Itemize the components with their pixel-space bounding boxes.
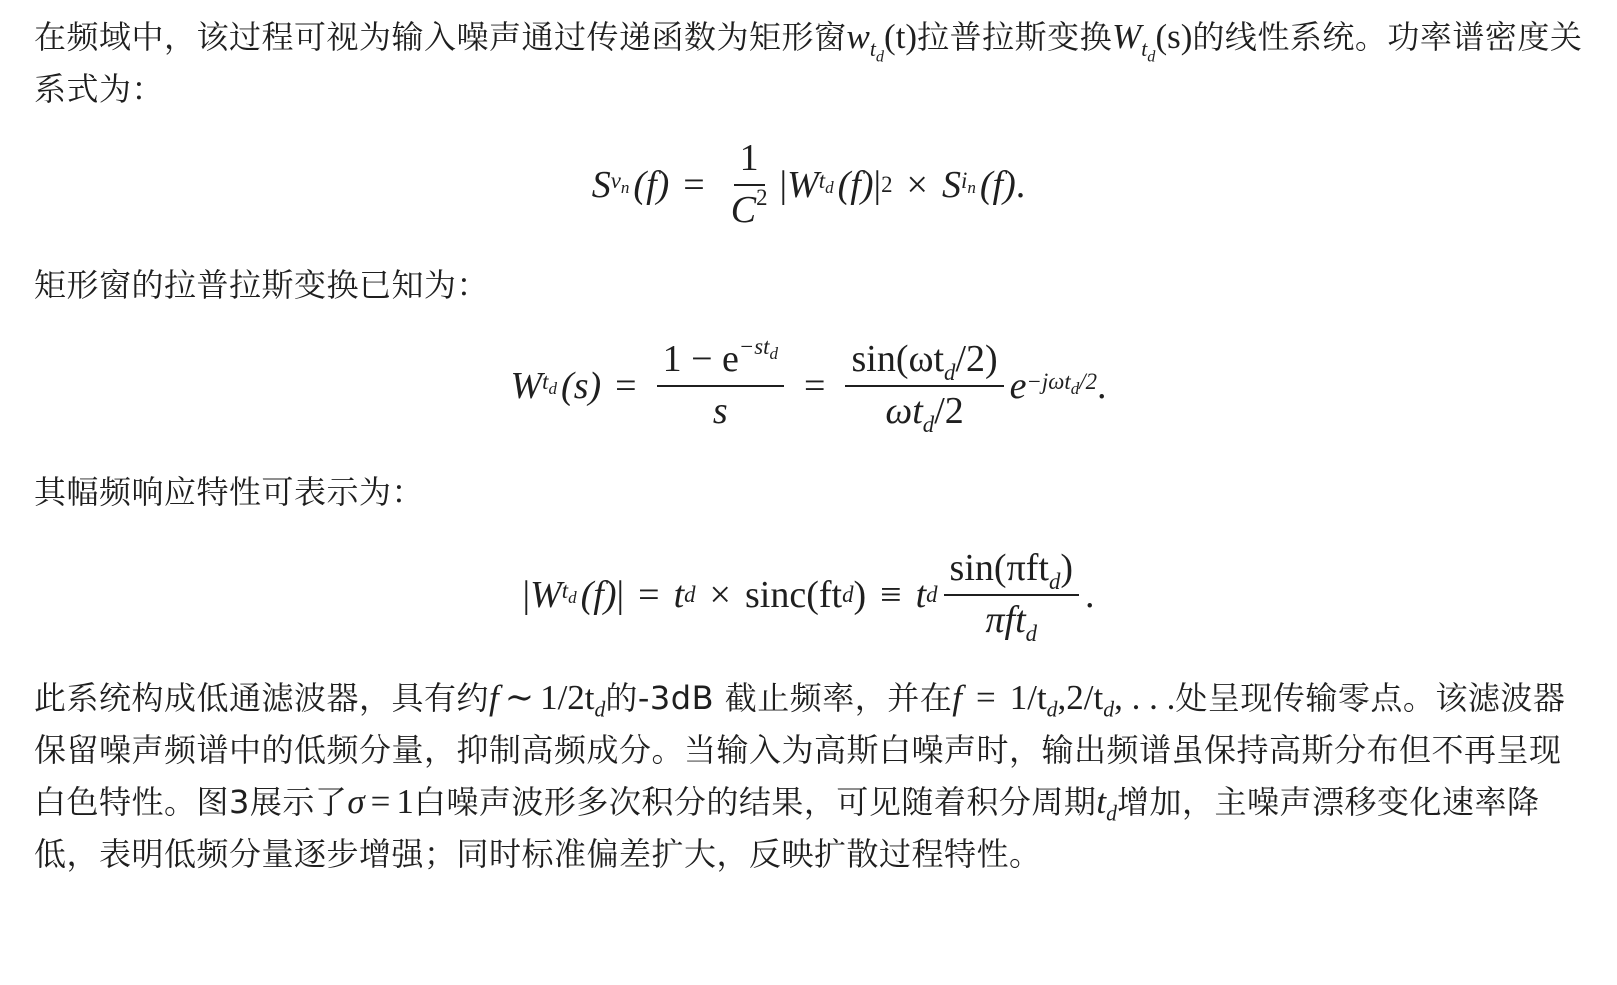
inline-math-sigma: σ = 1 [347, 782, 414, 821]
equation-magnitude-response: | W $t_d$ (f) | = t d × sinc(ft d ) ≡ t d $\frac{\sin(\pi ft_d)}{\pi ft_d}$ . [522, 547, 1095, 647]
equation-laplace-rect-window: W $t_d$ (s) = $\frac{1 - e^{-st_d}}{s}$ = $\frac{\sin(\omega t_d/2)}{\omega t_d/2}$ e −jωt$_d$/2 . [510, 334, 1107, 438]
paragraph-4 [34, 672, 1584, 880]
p4-text-4: 白噪声波形多次积分的结果，可见随着积分周期 [413, 783, 1097, 821]
p1-text-1: 在频域中，该过程可视为输入噪声通过传递函数为矩形窗 [34, 18, 847, 56]
paragraph-1 [34, 11, 1584, 115]
p4-text-3: 处呈现传输零点。该滤波器保留噪声频谱中的低频分量，抑制高频成分。当输入为高斯白噪声时，输出频谱虽保持高斯分布但不再呈现白色特性。图3展示了 [34, 679, 1566, 821]
fraction-1-minus-exp: $\frac{1 - e^{-st_d}}{s}$ [657, 339, 784, 433]
inline-math-td: $t_d$ [1096, 782, 1117, 826]
p4-text-5: 增加，主噪声漂移变化速率降低，表明低频分量逐步增强；同时标准偏差扩大，反映扩散过程特性。 [34, 783, 1540, 873]
fraction-sinc-definition: $\frac{\sin(\pi ft_d)}{\pi ft_d}$ [944, 548, 1079, 642]
p4-text-1: 此系统构成低通滤波器，具有约 [34, 679, 490, 717]
p4-text-2: 的-3dB 截止频率，并在 [605, 679, 953, 717]
fraction-1-over-C2: $\frac{1}{C^2}$ [730, 137, 768, 231]
p1-text-2: 拉普拉斯变换 [917, 18, 1113, 56]
inline-math-zeros: $f = 1/t_d,2/t_d$, . . . [952, 678, 1176, 722]
inline-math-cutoff: f ∼ $1/2t_d$ [489, 678, 606, 722]
inline-math-W-td-s: $W_{t_d}(s)$ [1112, 17, 1193, 66]
inline-math-w-td-t: $w_{t_d}(t)$ [846, 17, 918, 66]
paragraph-3: 其幅频响应特性可表示为： [34, 473, 425, 511]
equation-power-spectral-density: S $v_n$ (f) = $\frac{1}{C^2}$ | W $t_d$ (f) | 2 × S $i_n$ (f) . [591, 137, 1026, 231]
p1-text-3: 的线性系统。功率谱密度关系式为： [34, 18, 1583, 108]
fraction-sin-over-omega: $\frac{\sin(\omega t_d/2)}{\omega t_d/2}$ [845, 339, 1003, 433]
paragraph-2: 矩形窗的拉普拉斯变换已知为： [34, 266, 490, 304]
